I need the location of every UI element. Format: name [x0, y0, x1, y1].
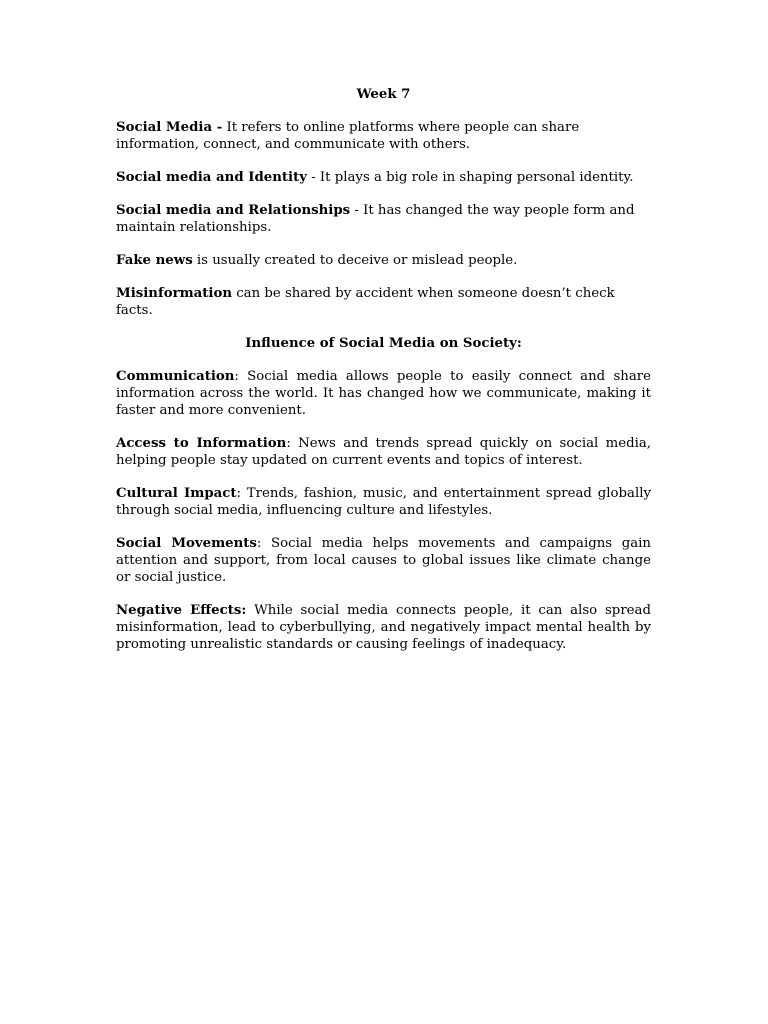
- definition-term: Fake news: [116, 253, 193, 268]
- influence-access-to-information: [116, 435, 651, 469]
- definition-misinformation: [116, 285, 651, 319]
- definition-text: It refers to online platforms where people can share information, connect, and communicate with others.: [116, 120, 580, 152]
- document-page: [116, 86, 651, 669]
- definition-text: is usually created to deceive or mislead people.: [192, 253, 518, 268]
- definition-social-media-identity: [116, 169, 651, 186]
- influence-text: While social media connects people, it can also spread misinformation, lead to cyberbullying, and negatively impact mental health by promoting unrealistic standards or causing feelings of inadequacy.: [116, 603, 651, 652]
- definition-text: can be shared by accident when someone doesn’t check facts.: [116, 286, 615, 318]
- influence-social-movements: [116, 535, 651, 586]
- influence-term: Cultural Impact: [116, 486, 237, 501]
- definition-term: Social media and Relationships: [116, 203, 351, 218]
- influence-text: : Social media allows people to easily connect and share information across the world. It has changed how we communicate, making it faster and more convenient.: [116, 369, 651, 418]
- influence-negative-effects: [116, 602, 651, 653]
- definition-term: Social Media -: [116, 120, 223, 135]
- section-heading: Influence of Social Media on Society:: [245, 336, 522, 351]
- influence-text: : Social media helps movements and campaigns gain attention and support, from local causes to global issues like climate change or social justice.: [116, 536, 651, 585]
- definition-text: - It has changed the way people form and maintain relationships.: [116, 203, 635, 235]
- page-title: Week 7: [356, 87, 411, 102]
- definition-fake-news: [116, 252, 651, 269]
- influence-term: Access to Information: [116, 436, 287, 451]
- definition-social-media: [116, 119, 651, 153]
- influence-term: Social Movements: [116, 536, 257, 551]
- influence-text: : Trends, fashion, music, and entertainment spread globally through social media, influencing culture and lifestyles.: [116, 486, 652, 518]
- influence-communication: [116, 368, 651, 419]
- definition-text: - It plays a big role in shaping personal identity.: [306, 170, 634, 185]
- definition-term: Misinformation: [116, 286, 232, 301]
- influence-term: Communication: [116, 369, 235, 384]
- influence-text: : News and trends spread quickly on social media, helping people stay updated on current events and topics of interest.: [116, 436, 652, 468]
- definition-social-media-relationships: [116, 202, 651, 236]
- influence-cultural-impact: [116, 485, 651, 519]
- influence-term: Negative Effects:: [116, 603, 247, 618]
- definition-term: Social media and Identity: [116, 170, 307, 185]
